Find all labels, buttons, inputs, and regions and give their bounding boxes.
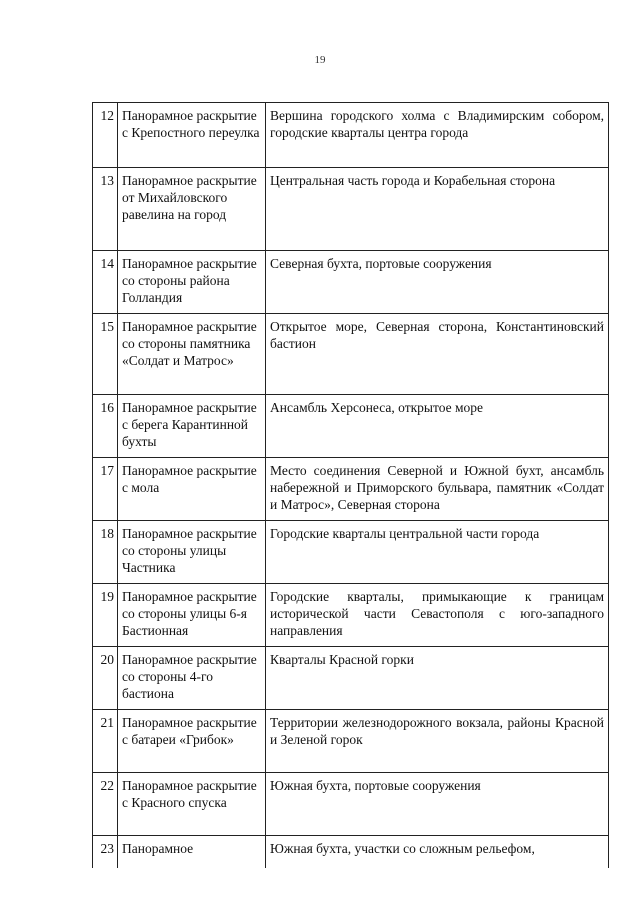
row-number: 13 [93,168,118,251]
page-number: 19 [314,54,326,66]
view-description: Открытое море, Северная сторона, Константиновский бастион [266,314,609,395]
view-description: Южная бухта, портовые сооружения [266,773,609,836]
viewpoint-name: Панорамное раскрытие со стороны района Голландия [118,251,266,314]
row-number: 17 [93,458,118,521]
table-row [93,584,609,647]
view-description: Северная бухта, портовые сооружения [266,251,609,314]
row-number: 14 [93,251,118,314]
row-number: 15 [93,314,118,395]
viewpoint-name: Панорамное раскрытие с берега Карантинной бухты [118,395,266,458]
viewpoint-name: Панорамное раскрытие с батареи «Грибок» [118,710,266,773]
table-row [93,103,609,168]
table-row [93,521,609,584]
table-row [93,836,609,868]
view-description: Территории железнодорожного вокзала, районы Красной и Зеленой горок [266,710,609,773]
row-number: 19 [93,584,118,647]
viewpoint-name: Панорамное раскрытие со стороны улицы 6-я Бастионная [118,584,266,647]
row-number: 12 [93,103,118,168]
viewpoint-name: Панорамное раскрытие с мола [118,458,266,521]
view-description: Кварталы Красной горки [266,647,609,710]
view-description: Городские кварталы, примыкающие к границам исторической части Севастополя с юго-западного направления [266,584,609,647]
row-number: 20 [93,647,118,710]
viewpoint-name: Панорамное раскрытие с Крепостного переулка [118,103,266,168]
viewpoint-name: Панорамное раскрытие со стороны 4-го бастиона [118,647,266,710]
table-row [93,168,609,251]
row-number: 18 [93,521,118,584]
row-number: 22 [93,773,118,836]
view-description: Центральная часть города и Корабельная сторона [266,168,609,251]
table-row [93,251,609,314]
view-description: Место соединения Северной и Южной бухт, ансамбль набережной и Приморского бульвара, памятник «Солдат и Матрос», Северная сторона [266,458,609,521]
viewpoint-name: Панорамное раскрытие со стороны улицы Частника [118,521,266,584]
row-number: 23 [93,836,118,868]
table-row [93,395,609,458]
panorama-table [92,102,609,868]
view-description: Южная бухта, участки со сложным рельефом, [266,836,609,868]
view-description: Ансамбль Херсонеса, открытое море [266,395,609,458]
view-description: Городские кварталы центральной части города [266,521,609,584]
row-number: 21 [93,710,118,773]
table-row [93,710,609,773]
table-row [93,647,609,710]
row-number: 16 [93,395,118,458]
table-row [93,458,609,521]
viewpoint-name: Панорамное раскрытие с Красного спуска [118,773,266,836]
viewpoint-name: Панорамное раскрытие со стороны памятника «Солдат и Матрос» [118,314,266,395]
table-row [93,314,609,395]
table-row [93,773,609,836]
viewpoint-name: Панорамное [118,836,266,868]
viewpoint-name: Панорамное раскрытие от Михайловского равелина на город [118,168,266,251]
view-description: Вершина городского холма с Владимирским собором, городские кварталы центра города [266,103,609,168]
